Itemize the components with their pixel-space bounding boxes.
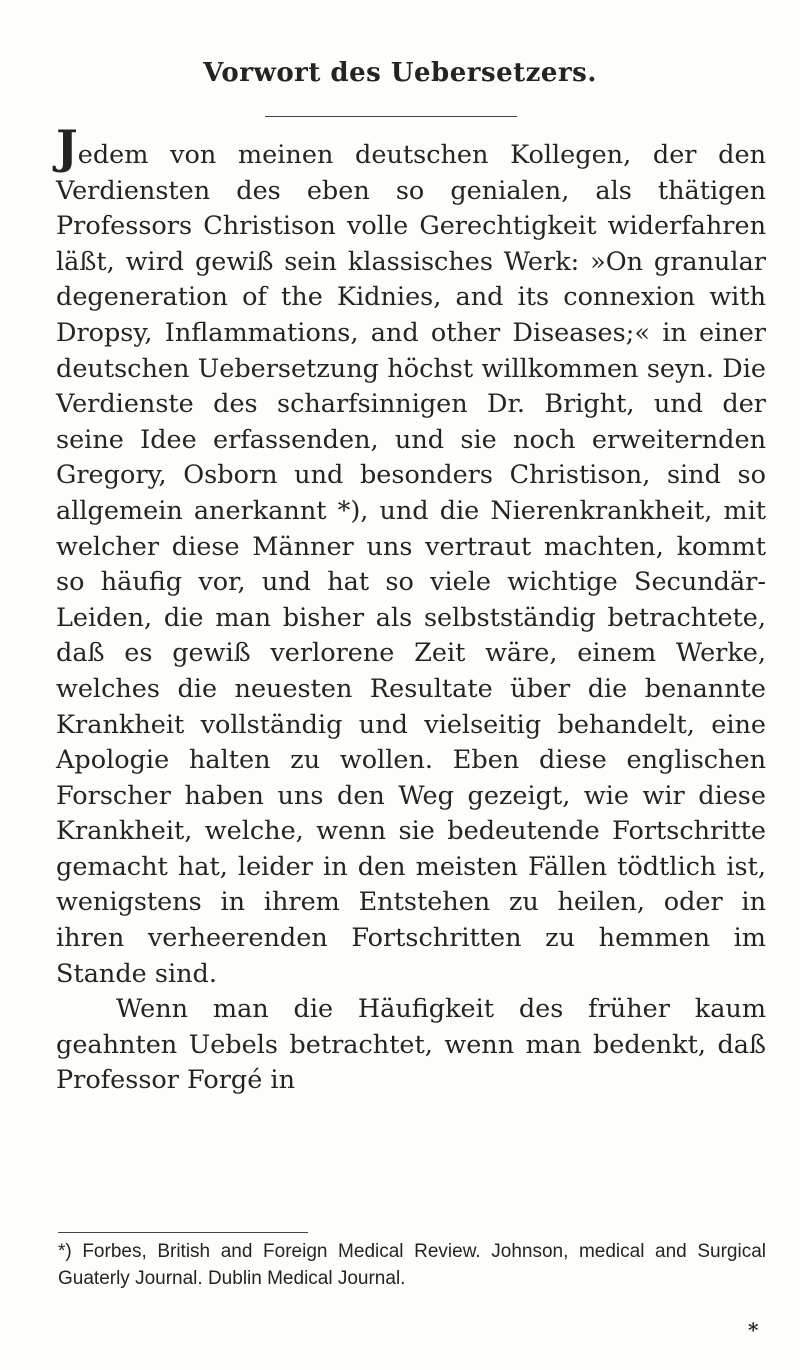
page-header: Vorwort des Uebersetzers. [203, 58, 597, 88]
header-rule [265, 116, 517, 117]
paragraph-1: Jedem von meinen deutschen Kollegen, der den Verdiensten des eben so genialen, als thätigen Professors Christison volle Gerechtigkeit widerfahren läßt, wird gewiß sein klassisches Werk: »On granular degeneration of the Kidnies, and its connexion with Dropsy, Inflammations, and other Diseases;« in einer deutschen Uebersetzung höchst willkommen seyn. Die Verdienste des scharfsinnigen Dr. Bright, und der seine Idee erfassenden, und sie noch erweiternden Gregory, Osborn und besonders Christison, sind so allgemein anerkannt *), und die Nierenkrankheit, mit welcher diese Männer uns vertraut machten, kommt so häufig vor, und hat so viele wichtige Secundär-Leiden, die man bisher als selbstständig betrachtete, daß es gewiß verlorene Zeit wäre, einem Werke, welches die neuesten Resultate über die benannte Krankheit vollständig und vielseitig behandelt, eine Apologie halten zu wollen. Eben diese englischen Forscher haben uns den Weg gezeigt, wie wir diese Krankheit, welche, wenn sie bedeutende Fortschritte gemacht hat, leider in den meisten Fällen tödtlich ist, wenigstens in ihrem Entstehen zu heilen, oder in ihren verheerenden Fortschritten zu hemmen im Stande sind. [56, 120, 766, 989]
footnote-rule [58, 1232, 308, 1233]
footnote: *) Forbes, British and Foreign Medical Review. Johnson, medical and Surgical Guaterly Journal. Dublin Medical Journal. [58, 1241, 766, 1289]
signature-mark: * [748, 1318, 759, 1342]
body-text [56, 120, 766, 1099]
paragraph-2: Wenn man die Häufigkeit des früher kaum geahnten Uebels betrachtet, wenn man bedenkt, daß Professor Forgé in [56, 994, 766, 1096]
